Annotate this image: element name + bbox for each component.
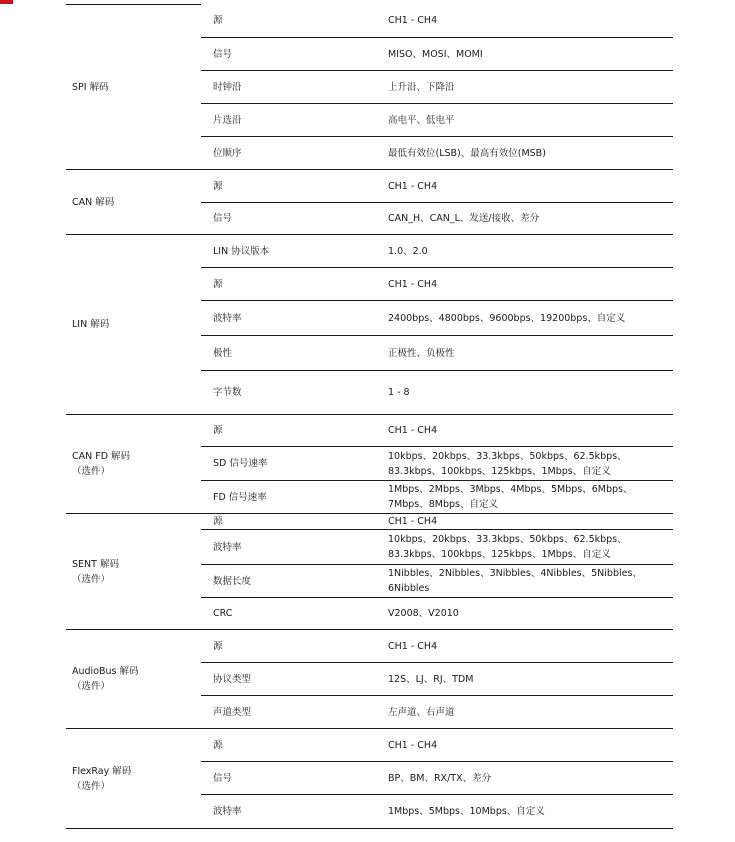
param-value: 10kbps、20kbps、33.3kbps、50kbps、62.5kbps、 [388, 450, 627, 462]
param-name: 信号 [201, 38, 388, 71]
param-value-cell [388, 598, 673, 630]
param-value-cell [388, 5, 673, 38]
param-value-cell [388, 137, 673, 170]
spec-row [66, 5, 673, 38]
param-value: 最低有效位(LSB)、最高有效位(MSB) [388, 147, 546, 159]
param-value-cell [388, 170, 673, 203]
param-value-cell [388, 447, 673, 481]
param-value-cell [388, 336, 673, 371]
param-value-cell [388, 795, 673, 829]
param-value: BP、BM、RX/TX、差分 [388, 772, 492, 784]
group-label-cell [66, 5, 201, 170]
spec-row [66, 170, 673, 203]
param-value-line2: 7Mbps、8Mbps、自定义 [388, 499, 499, 510]
group-option-note: （选件） [72, 573, 111, 585]
param-value-cell [388, 481, 673, 514]
param-value-cell [388, 268, 673, 301]
group-label-cell [66, 630, 201, 729]
param-value-cell [388, 696, 673, 729]
param-value-cell [388, 371, 673, 415]
param-value: 1 - 8 [388, 387, 410, 398]
group-name: CAN 解码 [72, 196, 115, 208]
param-value: V2008、V2010 [388, 608, 459, 619]
group-label-cell [66, 170, 201, 235]
group-name: FlexRay 解码 [72, 765, 132, 777]
group-option-note: （选件） [72, 466, 111, 477]
param-name: 声道类型 [201, 696, 388, 729]
param-name: 源 [201, 5, 388, 38]
param-value-cell [388, 203, 673, 235]
group-option-note: （选件） [72, 681, 111, 692]
param-value: 1Mbps、2Mbps、3Mbps、4Mbps、5Mbps、6Mbps、 [388, 484, 633, 495]
param-value-cell [388, 663, 673, 696]
param-name: 片选沿 [201, 104, 388, 137]
param-name: SD 信号速率 [201, 447, 388, 481]
param-name: FD 信号速率 [201, 481, 388, 514]
param-name: 源 [201, 514, 388, 530]
group-name: SENT 解码 [72, 558, 119, 570]
param-value-cell [388, 729, 673, 762]
spec-row [66, 235, 673, 268]
param-name: 时钟沿 [201, 71, 388, 104]
param-value-cell [388, 762, 673, 795]
param-name: 极性 [201, 336, 388, 371]
param-name: 源 [201, 729, 388, 762]
brand-accent-mark [0, 0, 13, 4]
group-option-note: （选件） [72, 780, 111, 792]
param-value: 左声道、右声道 [388, 706, 455, 718]
param-value: 上升沿、下降沿 [388, 81, 455, 93]
param-value-cell [388, 71, 673, 104]
param-name: CRC [201, 598, 388, 630]
param-value-cell [388, 565, 673, 598]
param-value-line2: 83.3kbps、100kbps、125kbps、1Mbps、自定义 [388, 549, 611, 560]
param-value-line2: 6Nibbles [388, 583, 430, 594]
group-label-cell [66, 415, 201, 514]
group-name: CAN FD 解码 [72, 451, 131, 462]
spec-row [66, 729, 673, 762]
param-value: 10kbps、20kbps、33.3kbps、50kbps、62.5kbps、 [388, 534, 627, 545]
param-value-cell [388, 38, 673, 71]
group-name: AudioBus 解码 [72, 666, 139, 677]
param-name: 波特率 [201, 530, 388, 565]
param-name: 信号 [201, 762, 388, 795]
decode-spec-table [66, 4, 673, 829]
param-value: 2400bps、4800bps、9600bps、19200bps、自定义 [388, 312, 626, 324]
spec-row [66, 630, 673, 663]
param-name: 协议类型 [201, 663, 388, 696]
group-label-cell [66, 729, 201, 829]
param-name: 源 [201, 170, 388, 203]
param-value: CH1 - CH4 [388, 516, 438, 527]
param-name: LIN 协议版本 [201, 235, 388, 268]
param-value: CH1 - CH4 [388, 425, 438, 436]
param-value-cell [388, 530, 673, 565]
param-value: 12S、LJ、RJ、TDM [388, 673, 474, 685]
spec-row [66, 514, 673, 530]
param-value: 1.0、2.0 [388, 245, 428, 257]
param-name: 位顺序 [201, 137, 388, 170]
param-value-cell [388, 514, 673, 530]
param-value: MISO、MOSI、MOMI [388, 48, 483, 60]
param-value: CAN_H、CAN_L、发送/接收、差分 [388, 213, 540, 224]
param-value: 正极性、负极性 [388, 347, 455, 359]
group-label-cell [66, 514, 201, 630]
param-value: 高电平、低电平 [388, 114, 455, 126]
param-value: 1Nibbles、2Nibbles、3Nibbles、4Nibbles、5Nibbles、 [388, 568, 642, 579]
param-value: CH1 - CH4 [388, 640, 438, 652]
param-name: 波特率 [201, 795, 388, 829]
param-value-cell [388, 235, 673, 268]
param-value: CH1 - CH4 [388, 278, 438, 290]
param-name: 源 [201, 415, 388, 447]
param-value-cell [388, 301, 673, 336]
param-value-line2: 83.3kbps、100kbps、125kbps、1Mbps、自定义 [388, 465, 611, 477]
group-name: SPI 解码 [72, 81, 109, 93]
spec-row [66, 415, 673, 447]
param-value: CH1 - CH4 [388, 15, 438, 27]
param-name: 波特率 [201, 301, 388, 336]
param-name: 信号 [201, 203, 388, 235]
param-name: 数据长度 [201, 565, 388, 598]
param-value-cell [388, 630, 673, 663]
group-label-cell [66, 235, 201, 415]
param-name: 源 [201, 268, 388, 301]
param-name: 字节数 [201, 371, 388, 415]
param-value: 1Mbps、5Mbps、10Mbps、自定义 [388, 806, 545, 817]
param-value-cell [388, 415, 673, 447]
param-name: 源 [201, 630, 388, 663]
param-value-cell [388, 104, 673, 137]
group-name: LIN 解码 [72, 319, 110, 330]
param-value: CH1 - CH4 [388, 739, 438, 751]
param-value: CH1 - CH4 [388, 180, 438, 192]
